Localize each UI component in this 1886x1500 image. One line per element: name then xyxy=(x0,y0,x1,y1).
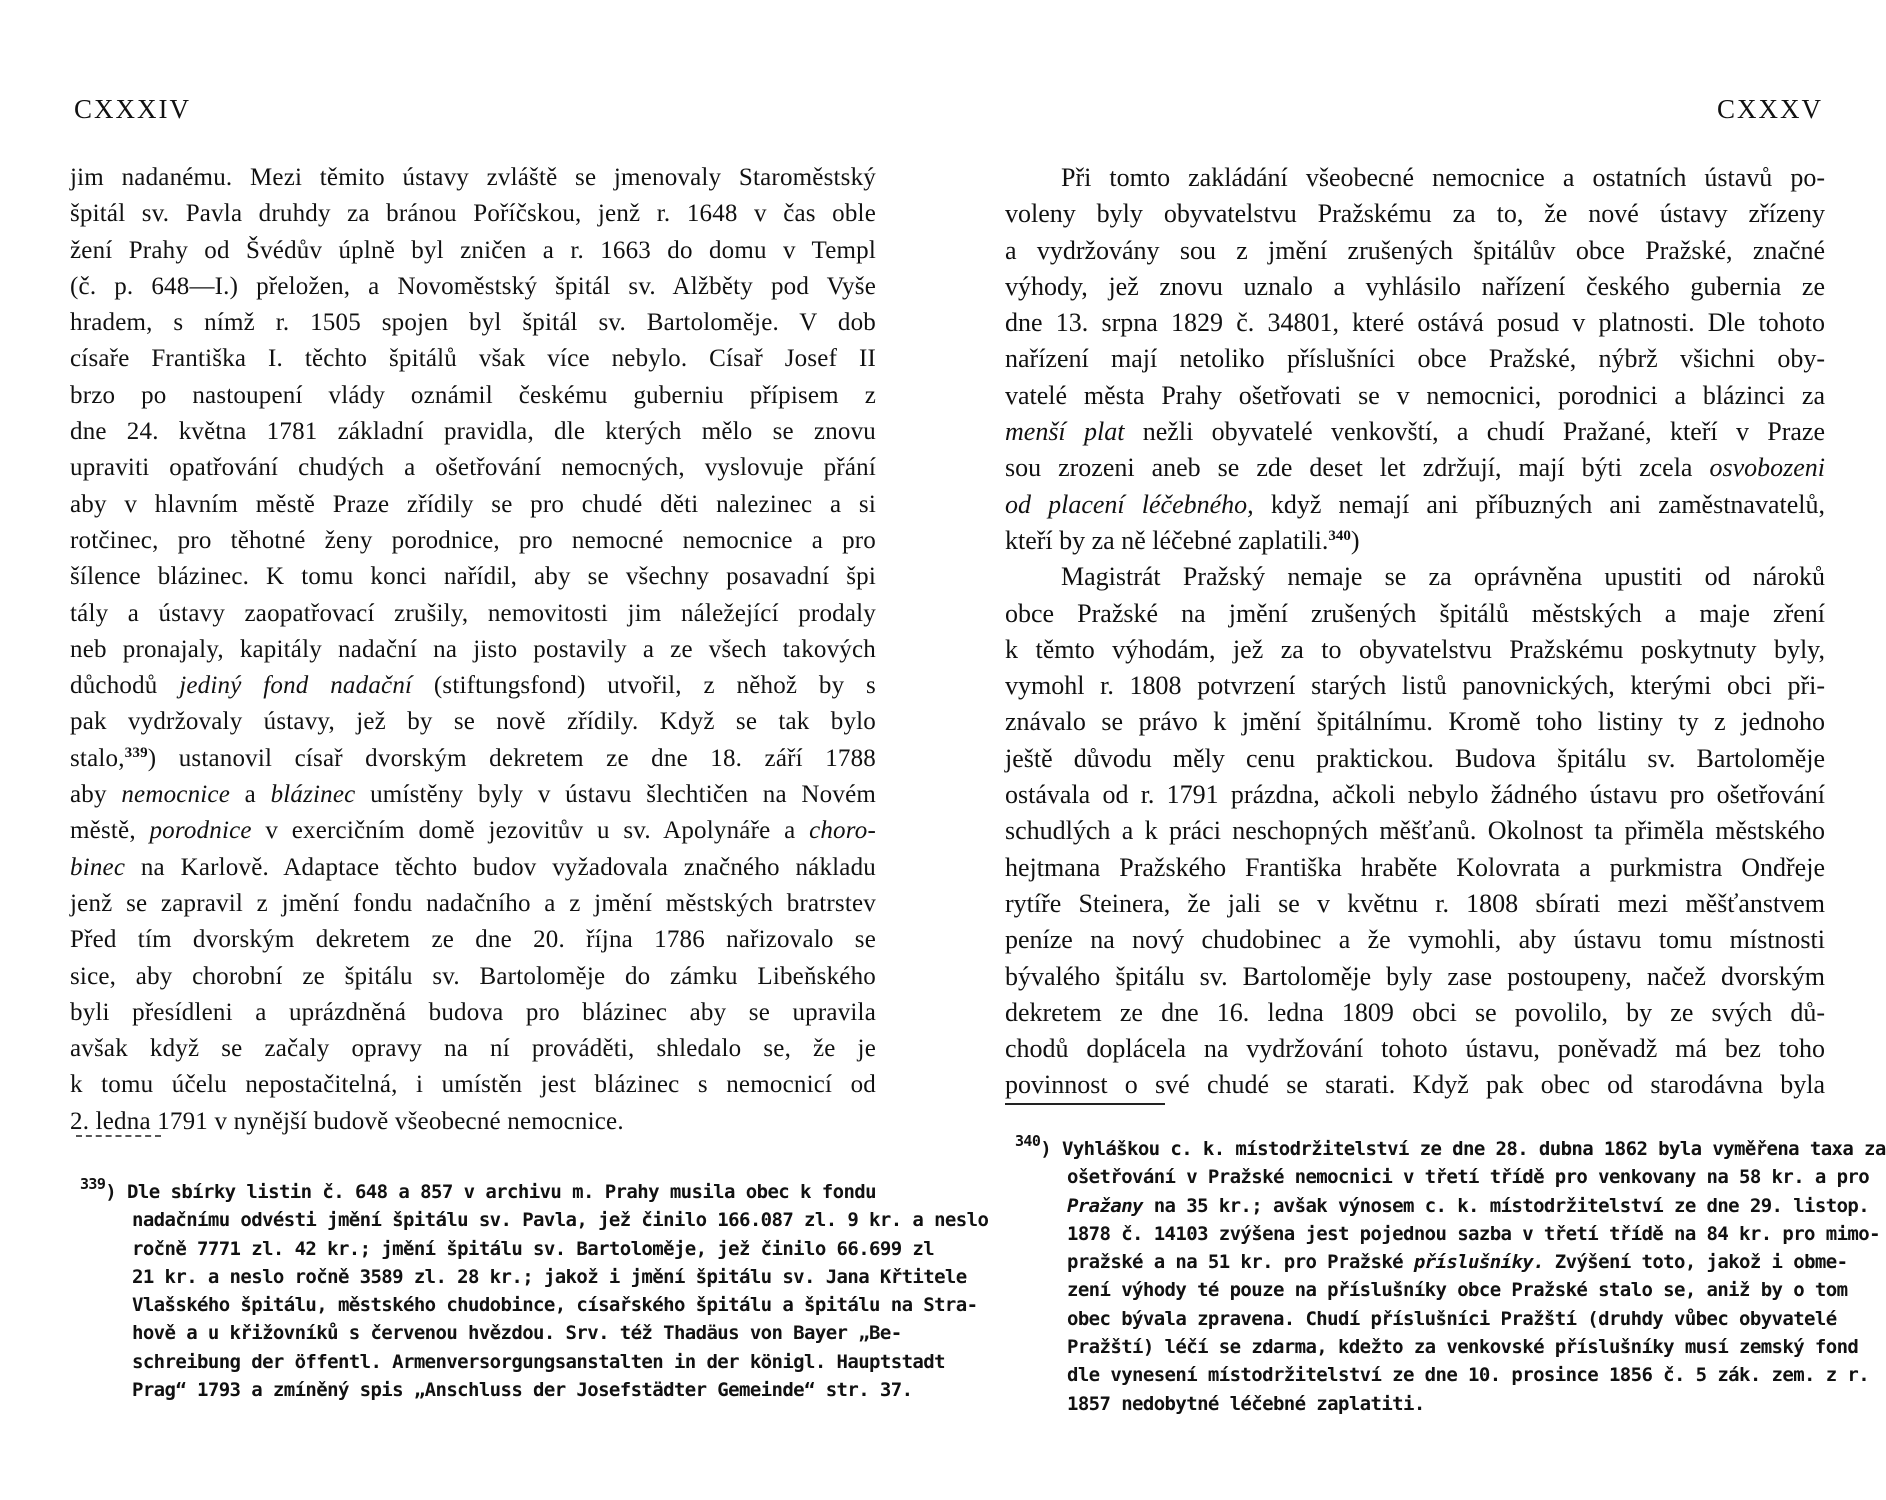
text-line: avšak když se začaly opravy na ní prováděti, shledalo se, že je xyxy=(70,1035,876,1063)
emphasis-text: nemocnice xyxy=(121,781,231,809)
footnote-line: zení výhody té pouze na příslušníky obce Pražské stalo se, aniž by o tom xyxy=(1067,1279,1848,1302)
right-page xyxy=(1005,0,1886,1500)
text-line: hradem, s nímž r. 1505 spojen byl špitál sv. Bartoloměje. V dob xyxy=(70,309,876,337)
text-line: dekretem ze dne 16. ledna 1809 obci se povolilo, by ze svých dů- xyxy=(1005,997,1825,1027)
left-page xyxy=(70,0,989,1500)
text-line: chodů doplácela na vydržování tohoto ústavu, poněvadž má bez toho xyxy=(1005,1034,1825,1064)
text-line: binec na Karlově. Adaptace těchto budov vyžadovala značného nákladu xyxy=(70,853,876,881)
text-line: k tomu účelu nepostačitelná, i umístěn jest blázinec s nemocnicí od xyxy=(70,1071,876,1099)
footnote-line: schreibung der öffentl. Armenversorgungsanstalten in der königl. Hauptstadt xyxy=(132,1350,945,1373)
footnote-ref: 339 xyxy=(124,744,148,761)
footnote-line: $^{339}$) Dle sbírky listin č. 648 a 857 v archivu m. Prahy musila obec k fondu xyxy=(80,1175,876,1203)
footnote-line: ošetřování v Pražské nemocnici v třetí třídě pro venkovany na 58 kr. a pro xyxy=(1067,1166,1870,1189)
emphasis-text: porodnice xyxy=(149,817,252,845)
text-line: sou zrozeni aneb se zde deset let zdržují, mají býti zcela osvobozeni xyxy=(1005,453,1826,483)
text-line: vatelé města Prahy ošetřovati se v nemocnici, porodnici a blázinci za xyxy=(1005,380,1825,410)
emphasis-text: menší plat xyxy=(1005,417,1125,447)
text-line: důchodů jediný fond nadační (stiftungsfond) utvořil, z něhož by s xyxy=(70,672,876,700)
text-line: rotčinec, pro těhotné ženy porodnice, pro nemocné nemocnice a pro xyxy=(70,526,876,554)
page-number-right: CXXXV xyxy=(1716,94,1823,124)
footnote-separator xyxy=(76,1135,161,1137)
footnote-line: nadačnímu odvésti jmění špitálu sv. Pavla, jež činilo 166.087 zl. 9 kr. a neslo xyxy=(132,1209,989,1232)
text-line: nařízení mají netoliko příslušníci obce Pražské, nýbrž všichni oby- xyxy=(1005,344,1825,374)
text-line: stalo,$^{339}$) ustanovil císař dvorským dekretem ze dne 18. září 1788 xyxy=(70,744,876,772)
footnote-line: 21 kr. a neslo ročně 3589 zl. 28 kr.; jakož i jmění špitálu sv. Jana Křtitele xyxy=(132,1265,967,1288)
emphasis-text: binec xyxy=(70,853,126,881)
text-line: povinnost o své chudé se starati. Když pak obec od starodávna byla xyxy=(1005,1070,1825,1100)
text-line: dne 24. května 1781 základní pravidla, dle kterých mělo se znovu xyxy=(70,418,876,446)
footnote-line: obec bývala zpravena. Chudí příslušníci Pražští (druhdy vůbec obyvatelé xyxy=(1067,1307,1837,1330)
footnote-line: ročně 7771 zl. 42 kr.; jmění špitálu sv. Bartoloměje, jež činilo 66.699 zl xyxy=(132,1237,935,1260)
footnote-line: pražské a na 51 kr. pro Pražské příslušníky. Zvýšení toto, jakož i obme- xyxy=(1067,1251,1848,1274)
text-line: obce Pražské na jmění zrušených špitálů městských a maje zření xyxy=(1005,598,1825,628)
text-line: Před tím dvorským dekretem ze dne 20. října 1786 nařizovalo se xyxy=(70,926,876,954)
text-line: sice, aby chorobní ze špitálu sv. Bartoloměje do zámku Libeňského xyxy=(70,962,876,990)
text-line: 2. ledna 1791 v nynější budově všeobecné nemocnice. xyxy=(70,1107,624,1135)
footnote-line: 1878 č. 14103 zvýšena jest pojednou sazba v třetí třídě na 84 kr. pro mimo- xyxy=(1067,1222,1880,1245)
emphasis-text: choro- xyxy=(809,817,876,845)
footnote-separator xyxy=(1005,1103,1165,1105)
text-line: schudlých a k práci neschopných měšťanů. Okolnost ta přiměla městského xyxy=(1005,816,1825,846)
left-footnotes xyxy=(70,1175,989,1404)
footnote-line: Prag“ 1793 a zmíněný spis „Anschluss der Josefstädter Gemeinde“ str. 37. xyxy=(132,1379,913,1402)
text-line: jenž se zapravil z jmění fondu nadačního a z jmění městských bratrstev xyxy=(70,889,876,917)
emphasis-text: od placení léčebného, xyxy=(1005,489,1254,519)
footnote-line: 1857 nedobytné léčebné zaplatiti. xyxy=(1067,1392,1425,1415)
text-line: k těmto výhodám, jež za to obyvatelstvu Pražskému poskytnuty byly, xyxy=(1005,634,1825,664)
footnote-ref: 340 xyxy=(1328,527,1351,544)
emphasis-text: Pražany xyxy=(1067,1194,1143,1217)
text-line: od placení léčebného, když nemají ani příbuzných ani zaměstnavatelů, xyxy=(1005,489,1825,519)
text-line: a vydržovány sou z jmění zrušených špitálův obce Pražské, značné xyxy=(1005,235,1825,265)
text-line: ještě důvodu měly cenu praktickou. Budova špitálu sv. Bartoloměje xyxy=(1005,743,1825,773)
footnote-line: $^{340}$) Vyhláškou c. k. místodržitelství ze dne 28. dubna 1862 byla vyměřena taxa za xyxy=(1015,1132,1886,1160)
text-line: aby v hlavním městě Praze zřídily se pro chudé děti nalezinec a si xyxy=(70,490,876,518)
text-line: kteří by za ně léčebné zaplatili.$^{340}$) xyxy=(1005,525,1360,555)
text-line: peníze na nový chudobinec a že vymohli, aby ústavu tomu místnosti xyxy=(1005,925,1825,955)
text-line: špitál sv. Pavla druhdy za bránou Poříčskou, jenž r. 1648 v čas oble xyxy=(70,200,876,228)
text-line: jim nadanému. Mezi těmito ústavy zvláště se jmenovaly Staroměstský xyxy=(70,164,876,191)
text-line: tály a ústavy zaopatřovací zrušily, nemovitosti jim náležející prodaly xyxy=(70,599,876,627)
text-line: (č. p. 648—I.) přeložen, a Novoměstský špitál sv. Alžběty pod Vyše xyxy=(70,272,876,300)
emphasis-text: osvobozeni xyxy=(1709,453,1826,483)
footnote-line: dle vynesení místodržitelství ze dne 10. prosince 1856 č. 5 zák. zem. z r. xyxy=(1067,1364,1870,1387)
text-line: městě, porodnice v exercičním domě jezovitův u sv. Apolynáře a choro- xyxy=(70,817,876,845)
emphasis-text: příslušníky. xyxy=(1413,1251,1544,1274)
text-line: pak vydržovaly ústavy, jež by se nově zřídily. Když se tak bylo xyxy=(70,708,876,736)
text-line: žení Prahy od Švédův úplně byl zničen a r. 1663 do domu v Templ xyxy=(70,236,876,264)
text-line: voleny byly obyvatelstvu Pražskému za to, že nové ústavy zřízeny xyxy=(1005,199,1825,229)
emphasis-text: blázinec xyxy=(270,781,356,809)
footnote-line: Pražští) léčí se zdarma, kdežto za venkovské příslušníky musí zemský fond xyxy=(1067,1336,1859,1359)
footnote-line: Vlašského špitálu, městského chudobince, císařského špitálu a špitálu na Stra- xyxy=(132,1294,978,1317)
text-line: císaře Františka I. těchto špitálů však více nebylo. Císař Josef II xyxy=(70,345,876,373)
page-number-left: CXXXIV xyxy=(74,94,191,124)
footnote-line: Pražany na 35 kr.; avšak výnosem c. k. místodržitelství ze dne 29. listop. xyxy=(1067,1194,1870,1217)
text-line: aby nemocnice a blázinec umístěny byly v ústavu šlechtičen na Novém xyxy=(70,781,877,809)
right-footnotes xyxy=(1005,1132,1886,1418)
text-line: hejtmana Pražského Františka hraběte Kolovrata a purkmistra Ondřeje xyxy=(1005,852,1825,882)
footnote-marker: 339 xyxy=(80,1175,106,1193)
text-line: brzo po nastoupení vlády oznámil českému guberniu přípisem z xyxy=(70,381,876,409)
footnote-marker: 340 xyxy=(1015,1132,1041,1150)
text-line: znávalo se právo k jmění špitálnímu. Kromě toho listiny ty z jednoho xyxy=(1005,707,1825,737)
text-line: menší plat nežli obyvatelé venkovští, a chudí Pražané, kteří v Praze xyxy=(1005,417,1826,447)
text-line: Při tomto zakládání všeobecné nemocnice a ostatních ústavů po- xyxy=(1061,163,1825,192)
text-line: šílence blázinec. K tomu konci nařídil, aby se všechny posavadní špi xyxy=(70,563,876,591)
right-body-text xyxy=(1005,160,1825,1104)
text-line: dne 13. srpna 1829 č. 34801, které ostává posud v platnosti. Dle tohoto xyxy=(1005,308,1825,338)
text-line: byli přesídleni a uprázdněná budova pro blázinec aby se upravila xyxy=(70,998,876,1026)
left-body-text xyxy=(70,160,876,1140)
text-line: bývalého špitálu sv. Bartoloměje byly zase postoupeny, načež dvorským xyxy=(1005,961,1825,991)
text-line: ostávala od r. 1791 prázdna, ačkoli nebylo žádného ústavu pro ošetřování xyxy=(1005,780,1825,810)
text-line: vymohl r. 1808 potvrzení starých listů panovnických, kterými obci při- xyxy=(1005,671,1825,701)
text-line: upraviti opatřování chudých a ošetřování nemocných, vyslovuje přání xyxy=(70,454,876,482)
text-line: rytíře Steinera, že jali se v květnu r. 1808 sbírati mezi měšťanstvem xyxy=(1005,888,1825,918)
text-line: výhody, jež znovu uznalo a vyhlásilo nařízení českého gubernia ze xyxy=(1005,271,1825,301)
text-line: Magistrát Pražský nemaje se za oprávněna upustiti od nároků xyxy=(1061,562,1825,592)
footnote-line: hově a u křižovníků s červenou hvězdou. Srv. též Thadäus von Bayer „Be- xyxy=(132,1322,902,1345)
text-line: neb pronajaly, kapitály nadační na jisto postavily a ze všech takových xyxy=(70,635,876,663)
emphasis-text: jediný fond nadační xyxy=(179,672,413,700)
